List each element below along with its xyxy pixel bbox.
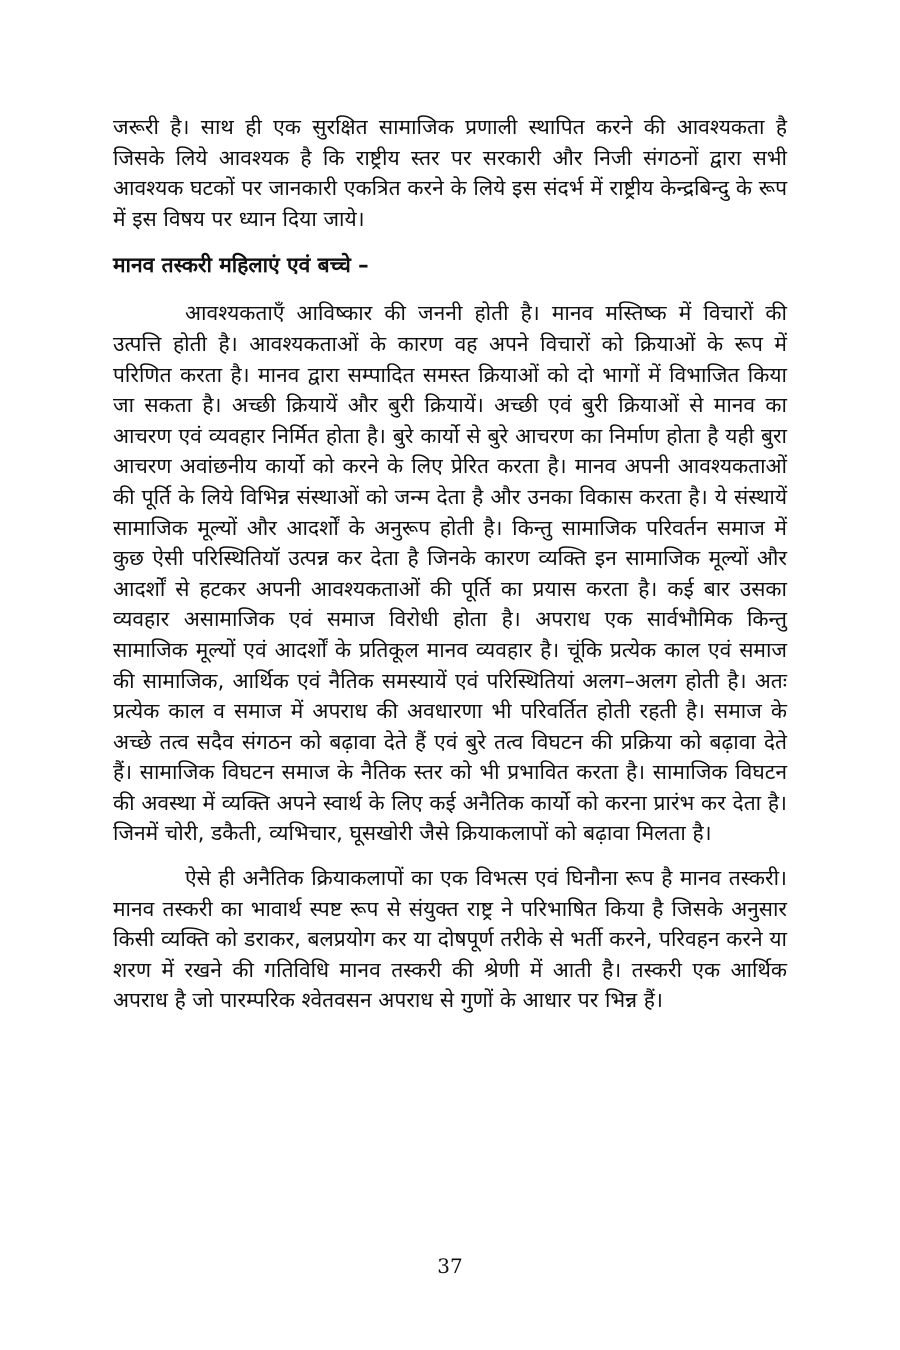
page-number: 37 <box>437 1254 463 1278</box>
paragraph-intro: जरूरी है। साथ ही एक सुरक्षित सामाजिक प्रणाली स्थापित करने की आवश्यकता है जिसके लिये आवश्यक है कि राष्ट्रीय स्तर पर सरकारी और निजी संगठनों द्वारा सभी आवश्यक घटकों पर जानकारी एकत्रित करने के लिये इस संदर्भ में राष्ट्रीय केन्द्रबिन्दु के रूप में इस विषय पर ध्यान दिया जाये। <box>113 115 787 231</box>
section-heading: मानव तस्करी महिलाएं एवं बच्चे – <box>113 253 369 278</box>
paragraph-main: आवश्यकताएँ आविष्कार की जननी होती है। मानव मस्तिष्क में विचारों की उत्पत्ति होती है। आवश्यकताओं के कारण वह अपने विचारों को क्रियाओं के रूप में परिणित करता है। मानव द्वारा सम्पादित समस्त क्रियाओं को दो भागों में विभाजित किया जा सकता है। अच्छी क्रियायें और बुरी क्रियायें। अच्छी एवं बुरी क्रियाओं से मानव का आचरण एवं व्यवहार निर्मित होता है। बुरे कार्यो से बुरे आचरण का निर्माण होता है यही बुरा आचरण अवांछनीय कार्यो को करने के लिए प्रेरित करता है। मानव अपनी आवश्यकताओं की पूर्ति के लिये विभिन्न संस्थाओं को जन्म देता है और उनका विकास करता है। ये संस्थायें सामाजिक मूल्यों और आदर्शों के अनुरूप होती है। किन्तु सामाजिक परिवर्तन समाज में कुछ ऐसी परिस्थितियॉ उत्पन्न कर देता है जिनके कारण व्यक्ति इन सामाजिक मूल्यों और आदर्शों से हटकर अपनी आवश्यकताओं की पूर्ति का प्रयास करता है। कई बार उसका व्यवहार असामाजिक एवं समाज विरोधी होता है। अपराध एक सार्वभौमिक किन्तु सामाजिक मूल्यों एवं आदर्शों के प्रतिकूल मानव व्यवहार है। चूंकि प्रत्येक काल एवं समाज की सामाजिक, आर्थिक एवं नैतिक समस्यायें एवं परिस्थितियां अलग–अलग होती है। अतः प्रत्येक काल व समाज में अपराध की अवधारणा भी परिवर्तित होती रहती है। समाज के अच्छे तत्व सदैव संगठन को बढ़ावा देते हैं एवं बुरे तत्व विघटन की प्रक्रिया को बढ़ावा देते हैं। सामाजिक विघटन समाज के नैतिक स्तर को भी प्रभावित करता है। सामाजिक विघटन की अवस्था में व्यक्ति अपने स्वार्थ के लिए कई अनैतिक कार्यो को करना प्रारंभ कर देता है। जिनमें चोरी, डकैती, व्यभिचार, घूसखोरी जैसे क्रियाकलापों को बढ़ावा मिलता है। <box>113 301 787 846</box>
paragraph-trafficking: ऐसे ही अनैतिक क्रियाकलापों का एक विभत्स एवं घिनौना रूप है मानव तस्करी। मानव तस्करी का भावार्थ स्पष्ट रूप से संयुक्त राष्ट्र ने परिभाषित किया है जिसके अनुसार किसी व्यक्ति को डराकर, बलप्रयोग कर या दोषपूर्ण तरीके से भर्ती करने, परिवहन करने या शरण में रखने की गतिविधि मानव तस्करी की श्रेणी में आती है। तस्करी एक आर्थिक अपराध है जो पारम्परिक श्वेतवसन अपराध से गुणों के आधार पर भिन्न हैं। <box>113 866 787 1013</box>
document-body <box>113 112 787 1016</box>
